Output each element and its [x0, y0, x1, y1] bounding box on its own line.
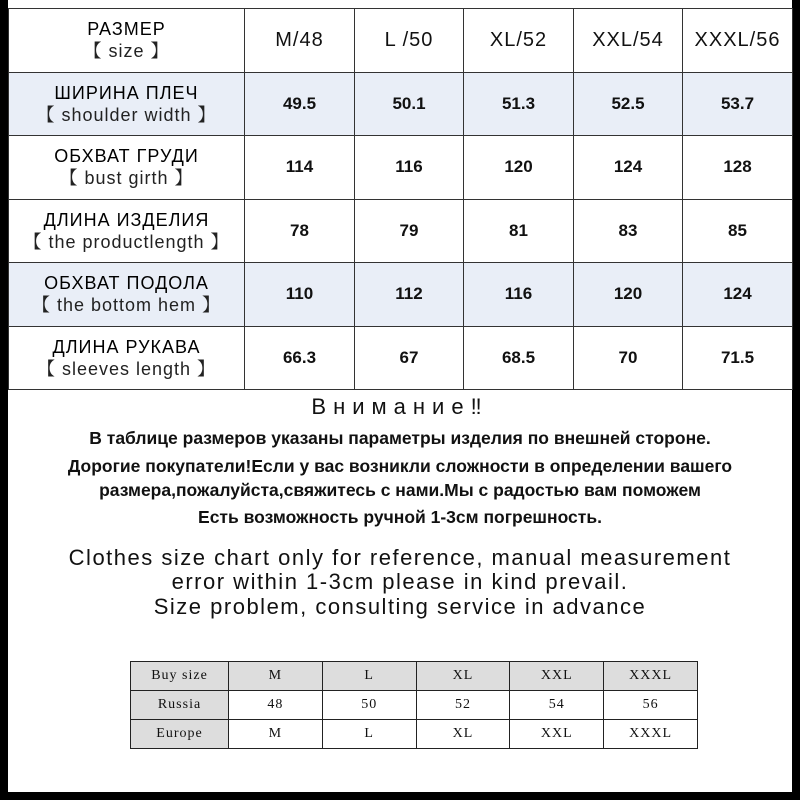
header-row — [9, 9, 793, 73]
value-cell: 49.5 — [245, 72, 355, 136]
corner-cell — [9, 9, 245, 73]
size-conversion-table — [130, 661, 698, 749]
value-cell: 110 — [245, 263, 355, 327]
value-cell: 120 — [574, 263, 683, 327]
notice-ru-line: размера,пожалуйста,свяжитесь с нами.Мы с радостью вам поможем — [99, 480, 701, 500]
size-cell: 54 — [510, 691, 604, 720]
value-cell: 85 — [683, 199, 793, 263]
row-label-en: 【 the bottom hem 】 — [31, 295, 222, 316]
value-cell: 83 — [574, 199, 683, 263]
size-cell: 52 — [416, 691, 510, 720]
size-cell: M — [229, 720, 323, 749]
notice-ru-line: Есть возможность ручной 1-3см погрешность. — [198, 507, 602, 527]
value-cell: 79 — [355, 199, 464, 263]
size-cell: L — [322, 662, 416, 691]
value-cell: 120 — [464, 136, 574, 200]
measure-row-length — [9, 199, 793, 263]
value-cell: 51.3 — [464, 72, 574, 136]
size-cell: XL — [416, 720, 510, 749]
row-label — [9, 326, 245, 390]
size-cell: 50 — [322, 691, 416, 720]
row-label-en: 【 sleeves length 】 — [36, 358, 217, 379]
measure-row-shoulder — [9, 72, 793, 136]
size-row-label: Buy size — [131, 662, 229, 691]
corner-label-ru: РАЗМЕР — [87, 19, 166, 40]
size-cell: XXL — [510, 720, 604, 749]
size-cell: XXXL — [604, 720, 698, 749]
attention-title: Внимание‼ — [311, 394, 489, 419]
notice-en-line: error within 1-3cm please in kind prevail. — [171, 569, 629, 594]
value-cell: 114 — [245, 136, 355, 200]
size-header: XXL/54 — [574, 9, 683, 73]
row-label — [9, 136, 245, 200]
size-cell: 48 — [229, 691, 323, 720]
row-label-ru: ДЛИНА РУКАВА — [52, 336, 201, 357]
measurement-table — [8, 8, 793, 390]
row-label — [9, 72, 245, 136]
size-header: XL/52 — [464, 9, 574, 73]
row-label-ru: ОБХВАТ ГРУДИ — [54, 146, 199, 167]
row-label-ru: ДЛИНА ИЗДЕЛИЯ — [43, 209, 210, 230]
size-row-europe — [131, 720, 698, 749]
notice-en-line: Size problem, consulting service in advance — [153, 594, 647, 619]
value-cell: 53.7 — [683, 72, 793, 136]
size-cell: XL — [416, 662, 510, 691]
size-row-label: Russia — [131, 691, 229, 720]
value-cell: 116 — [355, 136, 464, 200]
size-cell: XXXL — [604, 662, 698, 691]
size-header: L /50 — [355, 9, 464, 73]
value-cell: 66.3 — [245, 326, 355, 390]
size-header: M/48 — [245, 9, 355, 73]
measure-row-bust — [9, 136, 793, 200]
value-cell: 78 — [245, 199, 355, 263]
size-header: XXXL/56 — [683, 9, 793, 73]
value-cell: 124 — [574, 136, 683, 200]
value-cell: 50.1 — [355, 72, 464, 136]
size-row-label: Europe — [131, 720, 229, 749]
row-label-en: 【 bust girth 】 — [59, 168, 194, 189]
size-chart-sheet — [8, 0, 792, 792]
notice-ru-line: Дорогие покупатели!Если у вас возникли сложности в определении вашего — [67, 456, 733, 476]
row-label — [9, 263, 245, 327]
notice-en-line: Clothes size chart only for reference, manual measurement — [68, 545, 732, 570]
row-label-en: 【 shoulder width 】 — [36, 104, 217, 125]
size-row-russia — [131, 691, 698, 720]
measure-row-hem — [9, 263, 793, 327]
value-cell: 71.5 — [683, 326, 793, 390]
value-cell: 128 — [683, 136, 793, 200]
size-cell: XXL — [510, 662, 604, 691]
size-cell: 56 — [604, 691, 698, 720]
value-cell: 68.5 — [464, 326, 574, 390]
size-row-buy — [131, 662, 698, 691]
row-label-ru: ОБХВАТ ПОДОЛА — [44, 273, 209, 294]
value-cell: 112 — [355, 263, 464, 327]
value-cell: 52.5 — [574, 72, 683, 136]
row-label-ru: ШИРИНА ПЛЕЧ — [54, 82, 199, 103]
row-label — [9, 199, 245, 263]
measure-row-sleeve — [9, 326, 793, 390]
value-cell: 81 — [464, 199, 574, 263]
notice-ru-line: В таблице размеров указаны параметры изделия по внешней стороне. — [89, 428, 711, 448]
value-cell: 124 — [683, 263, 793, 327]
corner-label-en: 【 size 】 — [83, 41, 170, 62]
value-cell: 116 — [464, 263, 574, 327]
size-cell: M — [229, 662, 323, 691]
value-cell: 70 — [574, 326, 683, 390]
value-cell: 67 — [355, 326, 464, 390]
size-cell: L — [322, 720, 416, 749]
row-label-en: 【 the productlength 】 — [23, 231, 230, 252]
